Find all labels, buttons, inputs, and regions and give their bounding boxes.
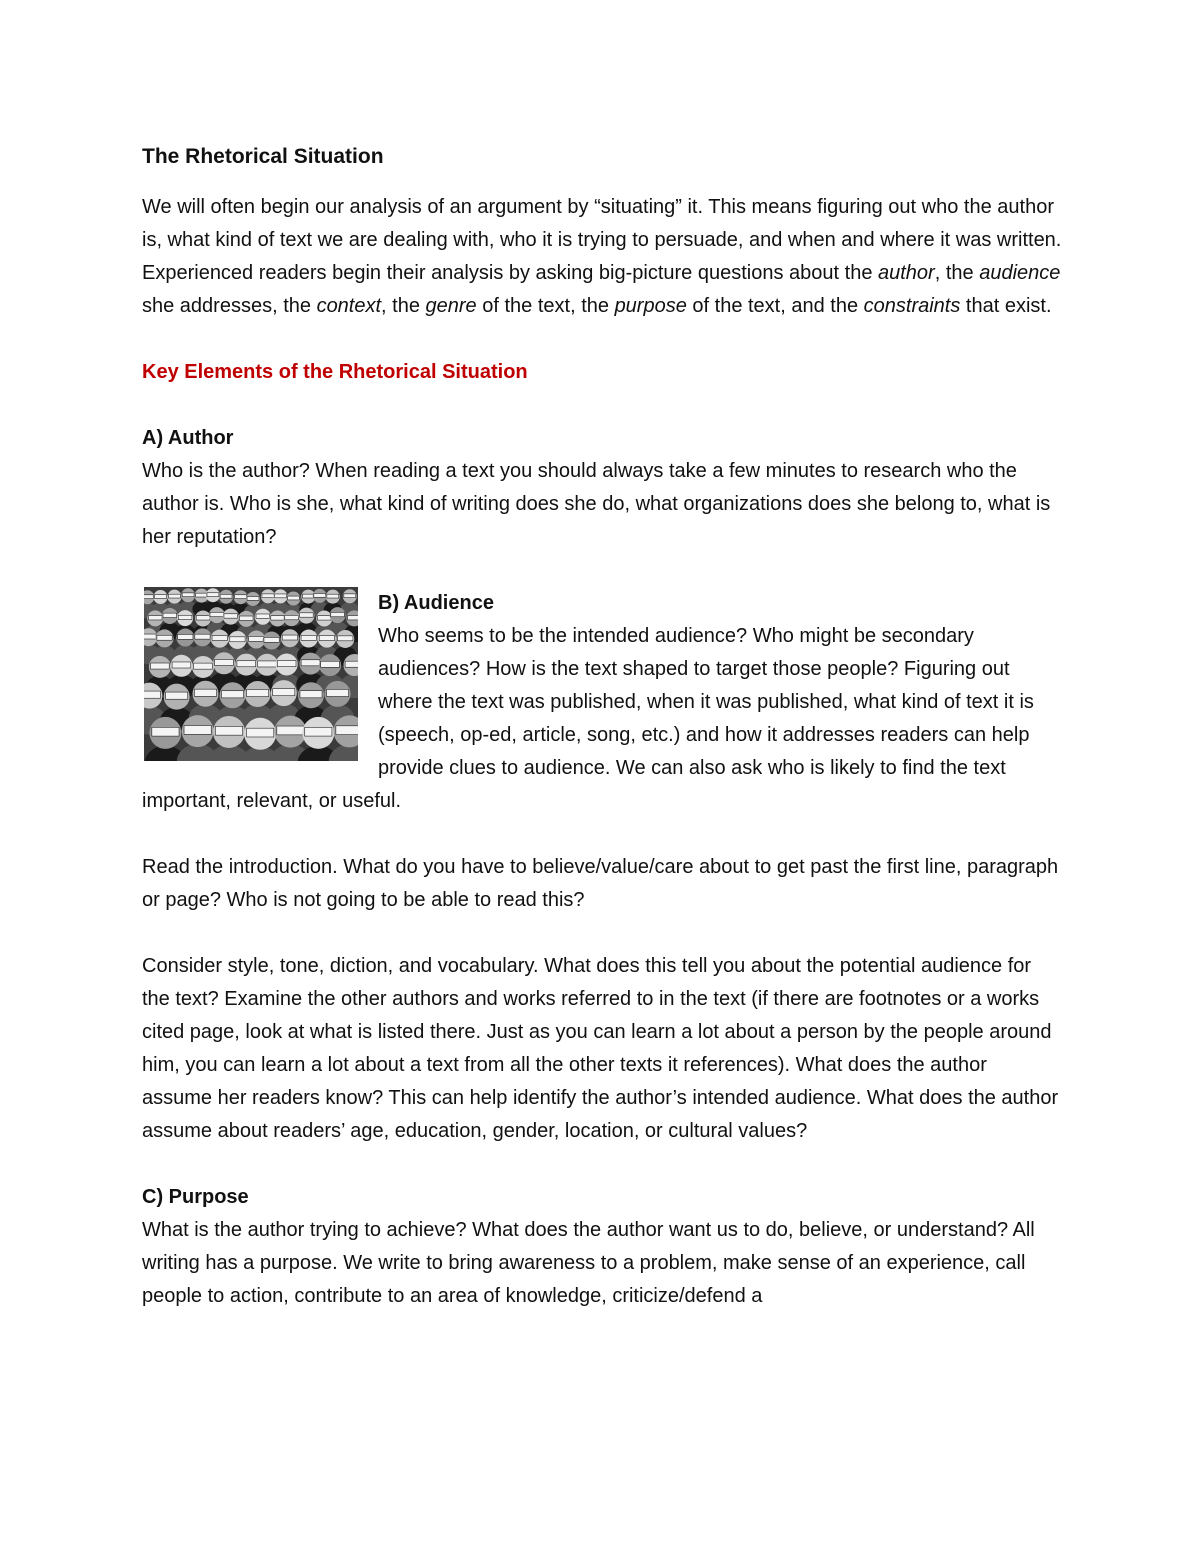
3d-glasses bbox=[327, 594, 339, 598]
3d-glasses bbox=[144, 691, 160, 698]
3d-glasses bbox=[163, 613, 177, 617]
3d-glasses bbox=[224, 614, 238, 618]
3d-glasses bbox=[172, 662, 191, 668]
term-constraints: constraints bbox=[863, 295, 961, 317]
3d-glasses bbox=[247, 728, 274, 737]
3d-glasses bbox=[196, 593, 208, 597]
3d-glasses bbox=[327, 689, 349, 696]
3d-glasses bbox=[230, 637, 245, 642]
3d-glasses bbox=[182, 593, 194, 597]
3d-glasses bbox=[215, 726, 242, 735]
3d-glasses bbox=[258, 661, 277, 667]
3d-glasses bbox=[331, 612, 345, 616]
document-page bbox=[142, 140, 1062, 1313]
3d-glasses bbox=[239, 616, 253, 620]
3d-glasses bbox=[300, 691, 322, 698]
intro-text-3: she addresses, the bbox=[142, 295, 317, 317]
3d-glasses bbox=[256, 614, 270, 618]
3d-glasses bbox=[235, 595, 247, 599]
3d-glasses bbox=[194, 663, 213, 669]
audience-photo bbox=[144, 587, 358, 761]
3d-glasses bbox=[271, 616, 285, 620]
style-paragraph: Consider style, tone, diction, and vocabulary. What does this tell you about the potential audience for the text? Examine the other authors and works referred to in the text (if there are footnotes or a works cited page, look at what is listed there. Just as you can learn a lot about a person by the people around him, you can learn a lot about a text from all the other texts it references). What does the author assume her readers know? This can help identify the author’s intended audience. What does the author assume about readers’ age, education, gender, location, or cultural values? bbox=[142, 955, 1059, 1142]
3d-glasses bbox=[144, 595, 153, 599]
3d-glasses bbox=[300, 613, 314, 617]
audience-paragraph: Who seems to be the intended audience? Who might be secondary audiences? How is the text shaped to target those people? Figuring out where the text was published, when it was published, what kind of text it is (speech, op-ed, article, song, etc.) and how it addresses readers can help provide clues to audience. We can also ask who is likely to find the text important, relevant, or useful. bbox=[142, 625, 1034, 812]
3d-glasses bbox=[285, 615, 299, 619]
3d-glasses bbox=[314, 593, 326, 597]
audience-block bbox=[142, 587, 1062, 818]
3d-glasses bbox=[151, 663, 170, 669]
3d-glasses bbox=[144, 634, 156, 639]
author-heading: A) Author bbox=[142, 427, 234, 449]
3d-glasses bbox=[264, 637, 279, 642]
purpose-paragraph: What is the author trying to achieve? What does the author want us to do, believe, or understand? All writing has a purpose. We write to bring awareness to a problem, make sense of an experience, call people to action, contribute to an area of knowledge, criticize/defend a bbox=[142, 1219, 1035, 1307]
intro-text-7: that exist. bbox=[960, 295, 1052, 317]
3d-glasses bbox=[301, 635, 316, 640]
3d-glasses bbox=[166, 692, 188, 699]
3d-glasses bbox=[220, 594, 232, 598]
3d-glasses bbox=[344, 594, 356, 598]
intro-text-2: , the bbox=[934, 262, 980, 284]
3d-glasses bbox=[282, 635, 297, 640]
key-elements-heading: Key Elements of the Rhetorical Situation bbox=[142, 361, 528, 383]
term-purpose: purpose bbox=[614, 295, 687, 317]
3d-glasses bbox=[305, 727, 332, 736]
3d-glasses bbox=[336, 726, 358, 735]
3d-glasses bbox=[155, 595, 167, 599]
3d-glasses bbox=[196, 616, 210, 620]
3d-glasses bbox=[237, 661, 256, 667]
purpose-heading: C) Purpose bbox=[142, 1186, 249, 1208]
3d-glasses bbox=[169, 594, 181, 598]
3d-glasses bbox=[301, 660, 320, 666]
3d-glasses bbox=[148, 616, 162, 620]
3d-glasses bbox=[302, 594, 314, 598]
3d-glasses bbox=[212, 636, 227, 641]
3d-glasses bbox=[178, 615, 192, 619]
term-audience: audience bbox=[979, 262, 1061, 284]
3d-glasses bbox=[184, 726, 211, 735]
author-paragraph: Who is the author? When reading a text you should always take a few minutes to research who the author is. Who is she, what kind of writing does she do, what organizations does she belong to, what is her reputation? bbox=[142, 460, 1051, 548]
3d-glasses bbox=[194, 689, 216, 696]
3d-glasses bbox=[249, 636, 264, 641]
3d-glasses bbox=[275, 594, 287, 598]
3d-glasses bbox=[277, 726, 304, 735]
term-genre: genre bbox=[425, 295, 477, 317]
3d-glasses bbox=[207, 593, 219, 597]
3d-glasses bbox=[345, 661, 358, 667]
3d-glasses bbox=[262, 594, 274, 598]
3d-glasses bbox=[247, 596, 259, 600]
3d-glasses bbox=[247, 689, 269, 696]
3d-glasses bbox=[317, 616, 331, 620]
term-author: author bbox=[878, 262, 935, 284]
3d-glasses bbox=[348, 616, 358, 620]
3d-glasses bbox=[277, 661, 296, 667]
term-context: context bbox=[316, 295, 382, 317]
3d-glasses bbox=[338, 636, 353, 641]
3d-glasses bbox=[178, 634, 193, 639]
intro-text-5: of the text, the bbox=[476, 295, 615, 317]
3d-glasses bbox=[210, 612, 224, 616]
intro-paragraph bbox=[142, 191, 1062, 323]
3d-glasses bbox=[152, 727, 179, 736]
3d-glasses bbox=[195, 634, 210, 639]
3d-glasses bbox=[319, 636, 334, 641]
intro-text-6: of the text, and the bbox=[686, 295, 864, 317]
page-title: The Rhetorical Situation bbox=[142, 145, 384, 168]
intro-text-4: , the bbox=[381, 295, 426, 317]
3d-glasses bbox=[287, 596, 299, 600]
3d-glasses bbox=[215, 659, 234, 665]
3d-glasses bbox=[273, 689, 295, 696]
introduction-paragraph: Read the introduction. What do you have to believe/value/care about to get past the first line, paragraph or page? Who is not going to be able to read this? bbox=[142, 856, 1059, 911]
audience-heading: B) Audience bbox=[378, 592, 494, 614]
3d-glasses bbox=[157, 635, 172, 640]
3d-glasses bbox=[221, 691, 243, 698]
3d-glasses bbox=[321, 661, 340, 667]
intro-text-1: We will often begin our analysis of an argument by “situating” it. This means figuring out who the author is, what kind of text we are dealing with, who it is trying to persuade, and when and where it was written. Experienced readers begin their analysis by asking big-picture questions about the bbox=[142, 196, 1062, 284]
